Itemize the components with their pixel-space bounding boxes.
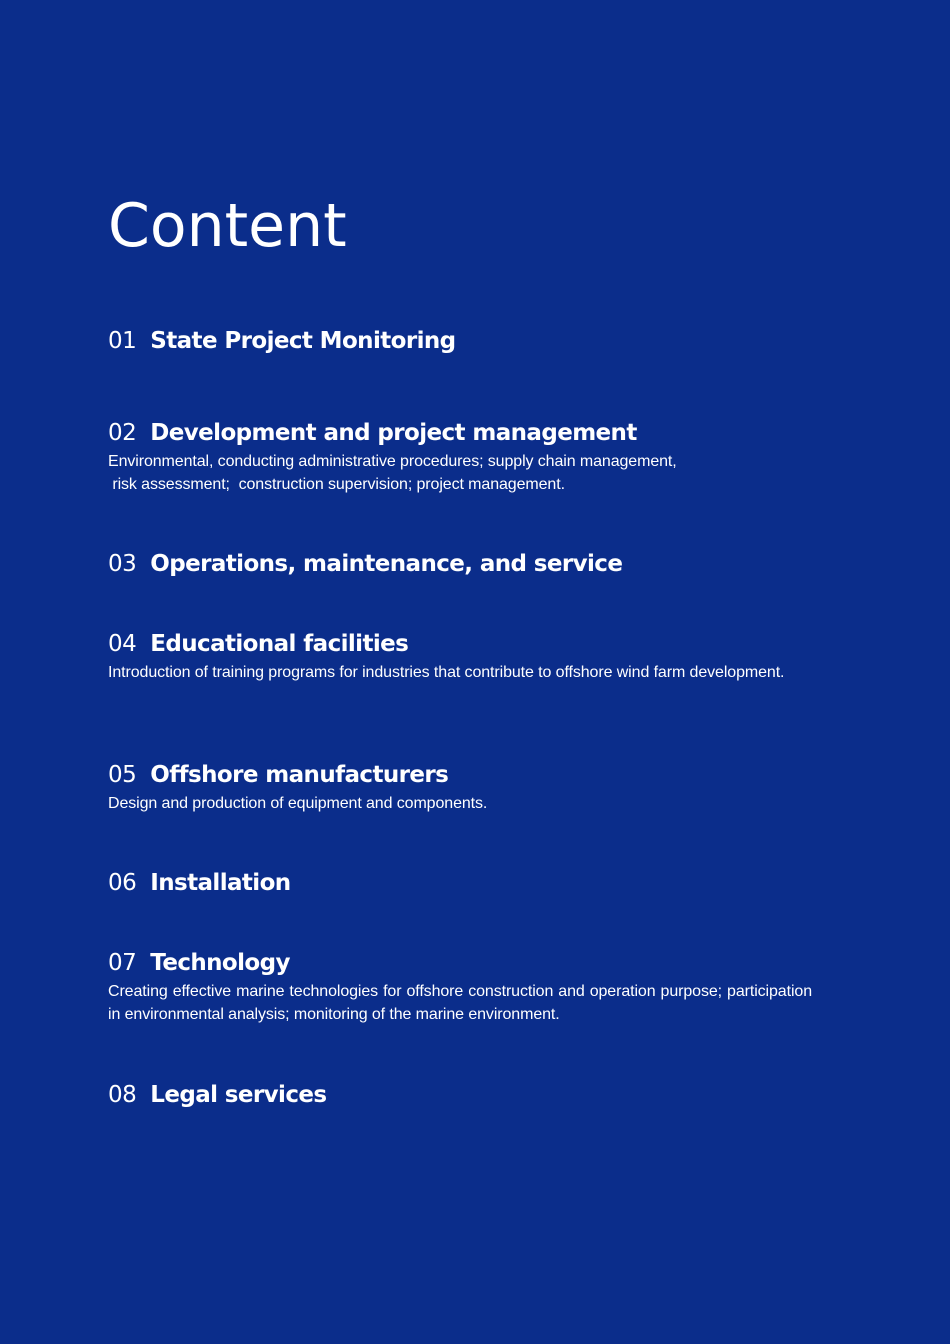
toc-entry-03 — [108, 549, 812, 579]
toc-entry-title: Educational facilities — [150, 631, 409, 657]
toc-entry-number: 03 — [108, 551, 137, 577]
toc-entry-title: Technology — [150, 950, 290, 976]
toc-entry-title: State Project Monitoring — [150, 328, 456, 354]
toc-entry-05 — [108, 760, 812, 815]
toc-entry-description: Creating effective marine technologies for offshore construction and operation purpose; participation in environmental analysis; monitoring of the marine environment. — [108, 983, 812, 1023]
toc-entry-number: 02 — [108, 420, 137, 446]
toc-entry-description-line: Environmental, conducting administrative procedures; supply chain management, — [108, 453, 677, 470]
toc-entry-number: 06 — [108, 870, 137, 896]
toc-entry-number: 01 — [108, 328, 137, 354]
toc-entry-description — [108, 450, 812, 496]
toc-entry-08 — [108, 1080, 812, 1110]
toc-entry-title: Offshore manufacturers — [150, 762, 449, 788]
toc-entry-heading — [108, 868, 812, 898]
toc-entry-title: Legal services — [150, 1082, 327, 1108]
toc-entry-heading — [108, 326, 812, 356]
toc-entry-description: Design and production of equipment and components. — [108, 795, 488, 812]
toc-entry-07 — [108, 948, 812, 1026]
toc-entry-06 — [108, 868, 812, 898]
toc-entry-heading — [108, 948, 812, 978]
toc-entry-heading — [108, 418, 812, 448]
toc-entry-heading — [108, 549, 812, 579]
toc-entry-title: Development and project management — [150, 420, 637, 446]
toc-entry-02 — [108, 418, 812, 496]
toc-entry-heading — [108, 1080, 812, 1110]
toc-entry-heading — [108, 629, 812, 659]
toc-entry-number: 04 — [108, 631, 137, 657]
toc-entry-description: Introduction of training programs for industries that contribute to offshore wind farm development. — [108, 664, 785, 681]
page-title: Content — [108, 191, 347, 261]
toc-entry-title: Installation — [150, 870, 291, 896]
toc-entry-title: Operations, maintenance, and service — [150, 551, 623, 577]
toc-entry-number: 07 — [108, 950, 137, 976]
toc-entry-04 — [108, 629, 812, 684]
toc-entry-description-line: risk assessment; construction supervision; project management. — [108, 476, 565, 493]
toc-entry-heading — [108, 760, 812, 790]
toc-entry-number: 05 — [108, 762, 137, 788]
toc-entry-01 — [108, 326, 812, 356]
toc-entry-number: 08 — [108, 1082, 137, 1108]
